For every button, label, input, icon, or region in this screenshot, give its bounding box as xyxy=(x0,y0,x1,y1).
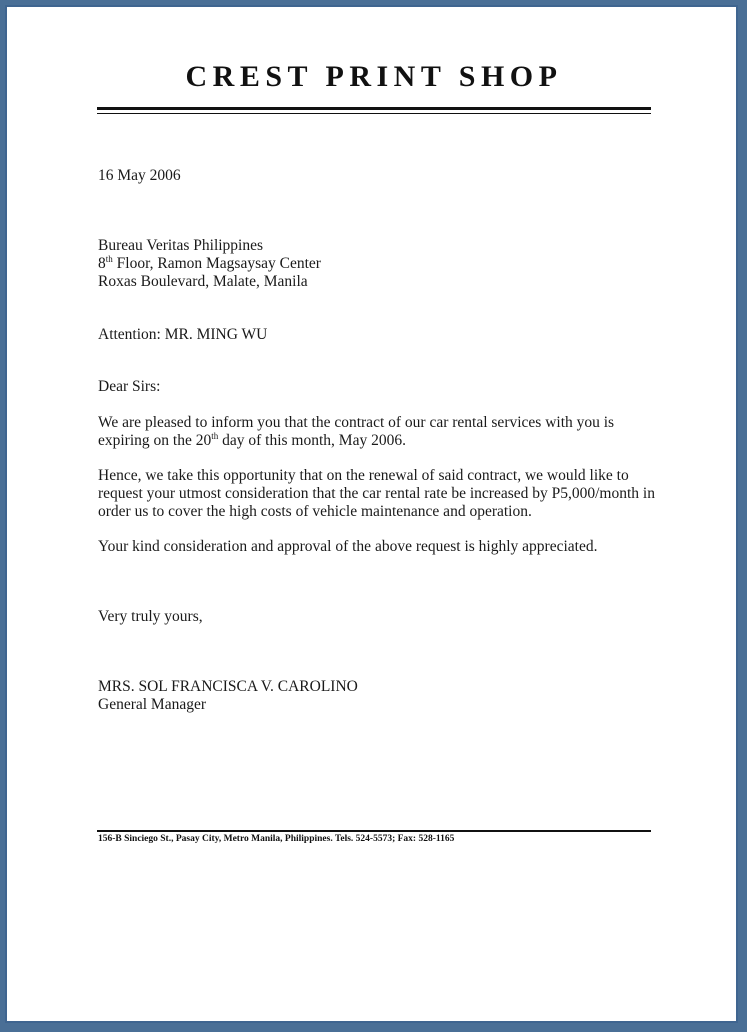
paragraph1-line2-end: day of this month, May 2006. xyxy=(218,432,406,449)
paragraph3-line1: Your kind consideration and approval of the above request is highly appreciated. xyxy=(98,538,598,555)
attention-line: Attention: MR. MING WU xyxy=(98,326,268,343)
footer-address: 156-B Sinciego St., Pasay City, Metro Manila, Philippines. Tels. 524-5573; Fax: 528-1165 xyxy=(98,834,455,844)
paragraph2-line2: request your utmost consideration that the car rental rate be increased by P5,000/month in xyxy=(98,485,655,502)
letterhead-rule-thick xyxy=(97,107,651,110)
paragraph1-line1: We are pleased to inform you that the contract of our car rental services with you is xyxy=(98,414,615,431)
company-letterhead: CREST PRINT SHOP xyxy=(185,60,563,93)
paragraph1-line2 xyxy=(98,432,406,450)
recipient-name: Bureau Veritas Philippines xyxy=(98,237,264,254)
letter-date: 16 May 2006 xyxy=(98,167,181,184)
signatory-name: MRS. SOL FRANCISCA V. CAROLINO xyxy=(98,678,358,695)
recipient-floor xyxy=(98,255,321,273)
letterhead-rule-thin xyxy=(97,113,651,114)
salutation: Dear Sirs: xyxy=(98,378,161,395)
recipient-floor-rest: Floor, Ramon Magsaysay Center xyxy=(112,255,321,272)
recipient-address: Roxas Boulevard, Malate, Manila xyxy=(98,273,308,290)
paragraph1-line2-sup: th xyxy=(211,430,219,441)
recipient-floor-suffix: th xyxy=(105,253,113,264)
footer-rule xyxy=(97,830,651,832)
signatory-title: General Manager xyxy=(98,696,207,713)
recipient-floor-number: 8 xyxy=(98,255,106,272)
closing: Very truly yours, xyxy=(98,608,203,625)
paragraph2-line3: order us to cover the high costs of vehicle maintenance and operation. xyxy=(98,503,532,520)
paragraph2-line1: Hence, we take this opportunity that on the renewal of said contract, we would like to xyxy=(98,467,629,484)
paragraph1-line2-start: expiring on the 20 xyxy=(98,432,212,449)
